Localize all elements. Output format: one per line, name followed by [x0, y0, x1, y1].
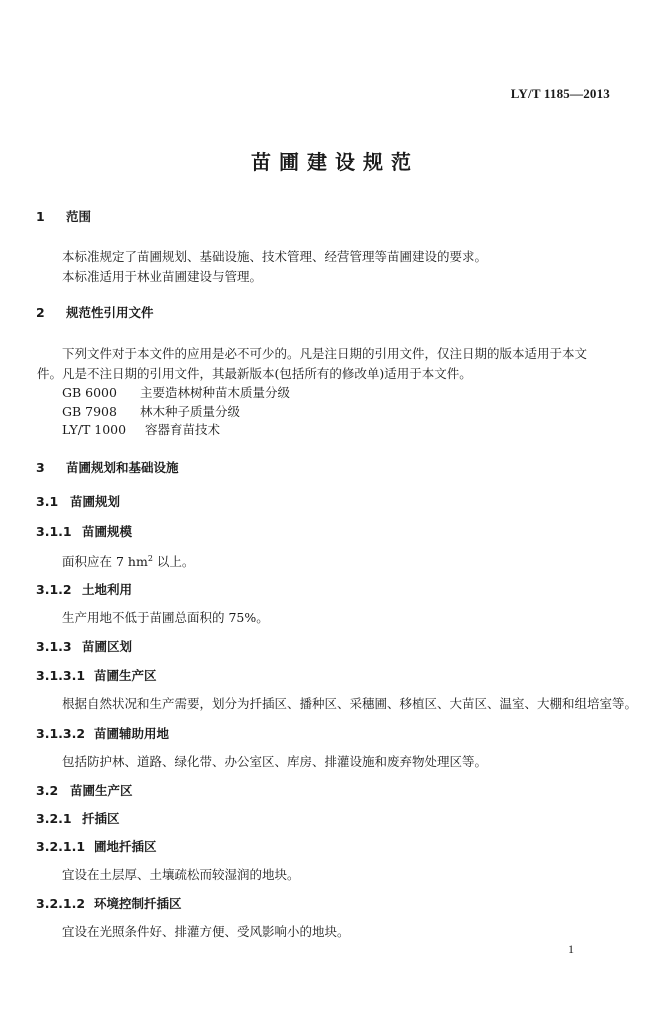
- section-number: 3.2.1.2: [36, 896, 86, 911]
- section-title: 环境控制扦插区: [94, 896, 182, 911]
- section-title: 圃地扦插区: [94, 839, 157, 854]
- document-code: LY/T 1185—2013: [510, 86, 610, 101]
- page-number: 1: [568, 942, 574, 956]
- section-heading-1: [36, 207, 91, 225]
- section-heading-3-2-1-2: [36, 894, 182, 912]
- page-title: 苗圃建设规范: [251, 150, 419, 174]
- section-heading-3-2-1-1: [36, 837, 157, 855]
- reference-item: [62, 420, 220, 438]
- paragraph: 宜设在土层厚、土壤疏松而较湿润的地块。: [62, 867, 300, 882]
- reference-item: [62, 383, 290, 401]
- paragraph: [62, 552, 194, 570]
- section-number: 3.1.3.1: [36, 668, 86, 683]
- section-number: 1: [36, 209, 45, 224]
- paragraph: 件。凡是不注日期的引用文件，其最新版本(包括所有的修改单)适用于本文件。: [37, 366, 472, 381]
- section-number: 3.1.3: [36, 639, 72, 654]
- paragraph: 下列文件对于本文件的应用是必不可少的。凡是注日期的引用文件，仅注日期的版本适用于本文: [62, 346, 588, 361]
- section-number: 3: [36, 460, 45, 475]
- reference-name: 林木种子质量分级: [140, 404, 241, 419]
- section-title: 规范性引用文件: [66, 305, 154, 320]
- paragraph-text: 面积应在 7 hm: [62, 554, 148, 569]
- reference-code: GB 6000: [62, 385, 117, 400]
- paragraph: 根据自然状况和生产需要，划分为扦插区、播种区、采穗圃、移植区、大苗区、温室、大棚和组培室等。: [62, 696, 638, 711]
- reference-name: 主要造林树种苗木质量分级: [140, 385, 291, 400]
- section-number: 3.2.1: [36, 811, 72, 826]
- section-heading-3-1-3-2: [36, 724, 169, 742]
- section-heading-3-2: [36, 781, 133, 799]
- section-heading-3-1-3-1: [36, 666, 157, 684]
- section-title: 扦插区: [82, 811, 120, 826]
- section-number: 2: [36, 305, 45, 320]
- reference-code: LY/T 1000: [62, 422, 127, 437]
- section-heading-3-1: [36, 492, 120, 510]
- paragraph: 生产用地不低于苗圃总面积的 75%。: [62, 610, 269, 625]
- section-number: 3.1.2: [36, 582, 72, 597]
- section-number: 3.2.1.1: [36, 839, 86, 854]
- section-heading-3-1-1: [36, 522, 132, 540]
- section-heading-3-1-2: [36, 580, 132, 598]
- reference-name: 容器育苗技术: [145, 422, 221, 437]
- reference-item: [62, 402, 240, 420]
- section-title: 苗圃辅助用地: [94, 726, 170, 741]
- paragraph-text: 以上。: [152, 554, 195, 569]
- section-title: 苗圃规模: [82, 524, 133, 539]
- section-number: 3.1.3.2: [36, 726, 86, 741]
- section-title: 范围: [66, 209, 92, 224]
- section-title: 苗圃规划: [70, 494, 121, 509]
- section-title: 苗圃区划: [82, 639, 133, 654]
- section-heading-3-2-1: [36, 809, 120, 827]
- paragraph: 宜设在光照条件好、排灌方便、受风影响小的地块。: [62, 924, 350, 939]
- section-title: 苗圃生产区: [94, 668, 157, 683]
- section-heading-3: [36, 458, 179, 476]
- paragraph: 本标准适用于林业苗圃建设与管理。: [62, 269, 263, 284]
- reference-code: GB 7908: [62, 404, 117, 419]
- section-title: 苗圃规划和基础设施: [66, 460, 179, 475]
- section-heading-2: [36, 303, 154, 321]
- superscript: 2: [147, 553, 153, 563]
- section-title: 土地利用: [82, 582, 133, 597]
- section-number: 3.2: [36, 783, 59, 798]
- section-heading-3-1-3: [36, 637, 132, 655]
- section-title: 苗圃生产区: [70, 783, 133, 798]
- section-number: 3.1: [36, 494, 59, 509]
- section-number: 3.1.1: [36, 524, 72, 539]
- paragraph: 包括防护林、道路、绿化带、办公室区、库房、排灌设施和废弃物处理区等。: [62, 754, 488, 769]
- paragraph: 本标准规定了苗圃规划、基础设施、技术管理、经营管理等苗圃建设的要求。: [62, 249, 488, 264]
